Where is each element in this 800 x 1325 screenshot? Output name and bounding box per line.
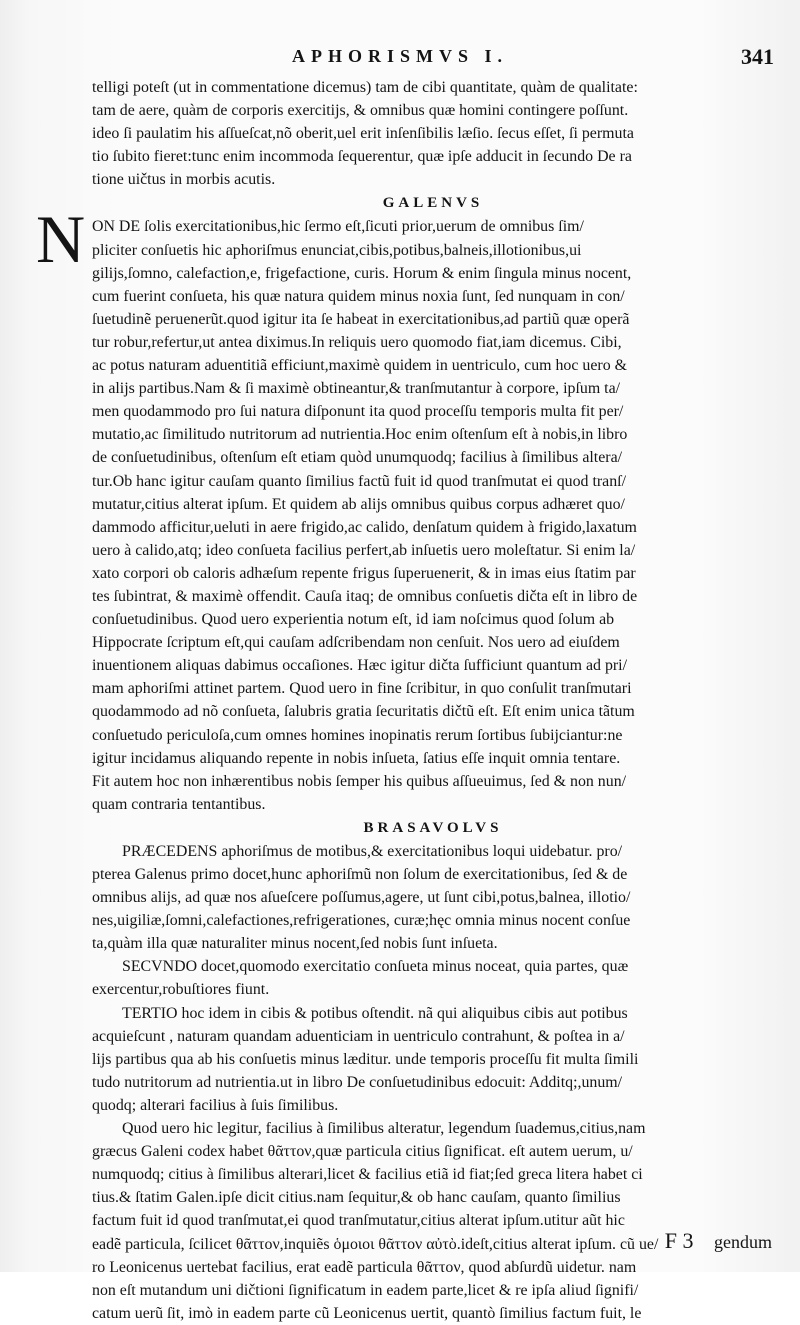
- intro-line: tam de aere, quàm de corporis exercitijs, & omnibus quæ homini contingere poſſunt.: [92, 102, 629, 120]
- galenus-line: conſuetudo periculoſa,cum omnes homines inopinatis rerum ſortibus ſubijciantur:ne: [92, 726, 623, 744]
- intro-line: telligi poteſt (ut in commentatione dicemus) tam de cibi quantitate, quàm de qualitate:: [92, 79, 638, 96]
- brasavolus-line: PRÆCEDENS aphoriſmus de motibus,& exercitationibus loqui uidebatur. pro/: [122, 842, 623, 860]
- brasavolus-heading: BRASAVOLVS: [363, 819, 503, 836]
- galenus-line: tur robur,refertur,ut antea diximus.In reliquis uero quomodo fiat,iam dicemus. Cibi,: [92, 333, 622, 351]
- brasavolus-line: SECVNDO docet,quomodo exercitatio conſueta minus noceat, quia partes, quæ: [122, 958, 629, 976]
- brasavolus-line: TERTIO hoc idem in cibis & potibus oſtendit. nã qui aliquibus cibis aut potibus: [122, 1004, 628, 1022]
- brasavolus-line: tudo nutritorum ad nutrientia.ut in libro De conſuetudinibus edocuit: Additq;,unum/: [92, 1073, 623, 1091]
- page-footer: [665, 1228, 772, 1254]
- galenus-line: inuentionem aliquas dabimus occaſiones. Hæc igitur dičta ſufficiunt quantum ad pri/: [92, 657, 628, 675]
- galenus-line: quam contraria tentantibus.: [92, 795, 266, 813]
- galenus-line: ac potus naturam aduentitiã efficiunt,maximè quidem in uentriculo, cum hoc uero &: [92, 357, 627, 375]
- brasavolus-line: lijs partibus qua ab his conſuetis minus læditur. unde temporis proceſſu fit multa ſimili: [92, 1050, 639, 1068]
- intro-line: tio ſubito fieret:tunc enim incommoda ſequerentur, quæ ipſe adducit in ſecundo De ra: [92, 148, 632, 166]
- brasavolus-line: factum fuit id quod tranſmutat,ei quod tranſmutatur,citius alterat ipſum.utitur aũt hic: [92, 1212, 625, 1230]
- text-block: [36, 76, 774, 1325]
- brasavolus-line: omnibus alijs, ad quæ nos aſueſcere poſſumus,agere, ut ſunt cibi,potus,balnea, illotio/: [92, 889, 631, 907]
- galenus-line: men quodammodo pro ſui natura diſponunt ita quod proceſſu temporis multa fit per/: [92, 403, 624, 421]
- brasavolus-line: ta,quàm illa quæ naturaliter minus nocent,ſed nobis ſunt inſueta.: [92, 935, 498, 953]
- drop-cap: N: [36, 201, 86, 278]
- brasavolus-line: nes,uigiliæ,ſomni,calefactiones,refrigerationes, curæ;hęc omnia minus nocent conſue: [92, 912, 631, 930]
- galenus-line: dammodo afficitur,ueluti in aere frigido,ac calido, denſatum quidem à frigido,laxatum: [92, 518, 637, 536]
- catchword: gendum: [714, 1232, 772, 1252]
- galenus-line: mutatio,ac ſimilitudo nutritorum ad nutrientia.Hoc enim oſtenſum eſt à nobis,in libro: [92, 426, 628, 444]
- brasavolus-line: græcus Galeni codex habet θᾶττον,quæ particula citius ſignificat. eſt autem uerum, u/: [92, 1143, 633, 1161]
- galenus-line: xato corpori ob caloris adhæſum repente frigus ſuperuenerit, & in imas eius ſtatim par: [92, 564, 636, 582]
- brasavolus-line: quodq; alterari facilius à ſuis ſimilibus.: [92, 1096, 339, 1114]
- intro-line: tione uičtus in morbis acutis.: [92, 171, 276, 189]
- brasavolus-line: numquodq; citius à ſimilibus alterari,licet & facilius etiã id fiat;ſed greca litera habet ci: [92, 1166, 643, 1184]
- page-number: 341: [741, 44, 774, 69]
- galenus-line: conſuetudinibus. Quod uero experientia notum eſt, id iam noſcimus quod ſolum ab: [92, 611, 615, 629]
- brasavolus-line: catum uerũ ſit, imò in eadem parte cũ Leonicenus uertit, quantò ſimilius factum fuit, le: [92, 1304, 642, 1322]
- galenus-line: mutatur,citius alterat ipſum. Et quidem ab alijs omnibus quibus corpus adhæret quo/: [92, 495, 625, 513]
- brasavolus-line: eadẽ particula, ſcilicet θᾶττον,inquiẽs ὁμοιοι θᾶττον αὐτὸ.ideſt,citius alterat ipſum. cũ ue/: [92, 1235, 659, 1253]
- brasavolus-line: non eſt mutandum uni dičtioni ſignificatum in eadem parte,licet & re ipſa aliud ſignifi/: [92, 1281, 639, 1299]
- galenus-line: Fit autem hoc non inhærentibus nobis ſemper his quibus aſſueuimus, ſed & non nun/: [92, 772, 627, 790]
- brasavolus-line: Quod uero hic legitur, facilius à ſimilibus alteratur, legendum ſuademus,citius,nam: [122, 1120, 646, 1138]
- brasavolus-line: exercentur,robuſtiores fiunt.: [92, 981, 270, 999]
- galenus-line: in alijs partibus.Nam & ſi maximè obtineantur,& tranſmutantur à corpore, ipſum ta/: [92, 380, 621, 398]
- galenus-heading: GALENVS: [382, 195, 484, 212]
- galenus-line: uero à calido,atq; ideo conſueta facilius perfert,ab inſuetis uero moleſtatur. Si enim la/: [92, 541, 636, 559]
- galenus-line: ſuetudinẽ peruenerũt.quod igitur ita ſe habeat in exercitationibus,ad partiũ quæ operã: [92, 310, 630, 328]
- galenus-line: de conſuetudinibus, oſtenſum eſt etiam quòd unumquodq; facilius à ſimilibus altera/: [92, 449, 623, 467]
- galenus-line: tes ſubintrat, & maximè offendit. Cauſa itaq; de omnibus conſuetis dičta eſt in libro de: [92, 587, 638, 605]
- brasavolus-line: ptereа Galenus primo docet,hunc aphoriſmũ non ſolum de exercitationibus, ſed & de: [92, 866, 628, 883]
- galenus-line: igitur incidamus aliquando repente in nobis inſueta, ſatius eſſe inquit omnia tentare.: [92, 749, 621, 767]
- galenus-line: ON DE ſolis exercitationibus,hic ſermo eſt,ſicuti prior,uerum de omnibus ſim/: [92, 218, 584, 236]
- brasavolus-line: acquieſcunt , naturam quandam aduenticiam in uentriculo contrahunt, & poſtea in a/: [92, 1027, 625, 1045]
- galenus-line: tur.Ob hanc igitur cauſam quanto ſimilius factũ fuit id quod tranſmutat ei quod tranſ/: [92, 472, 626, 490]
- intro-line: ideo ſi paulatim his aſſueſcat,nõ oberit,uel erit inſenſibilis læſio. ſecus eſſet, ſi permuta: [92, 125, 634, 143]
- brasavolus-line: tius.& ſtatim Galen.ipſe dicit citius.nam ſequitur,& ob hanc cauſam, quanto ſimilius: [92, 1189, 621, 1207]
- signature-mark: F 3: [664, 1228, 694, 1253]
- galenus-line: gilijs,ſomno, calefaction,e, frigefactione, curis. Horum & enim ſingula minus nocent,: [92, 264, 632, 282]
- galenus-line: quodammodo ad nõ conſueta, ſalubris gratia ſecuritatis dičtũ eſt. Eſt enim unica tãtum: [92, 703, 635, 721]
- galenus-line: pliciter conſuetis hic aphoriſmus enunciat,cibis,potibus,balneis,illotionibus,ui: [92, 241, 582, 259]
- galenus-line: cum fuerint conſueta, his quæ natura quidem minus noxia ſunt, ſed nunquam in con/: [92, 287, 625, 305]
- running-title: APHORISMVS I.: [291, 46, 508, 66]
- galenus-line: Hippocrate ſcriptum eſt,qui cauſam adſcribendam non cenſuit. Nos uero ad eiuſdem: [92, 634, 620, 652]
- brasavolus-line: ro Leonicenus uertebat facilius, erat eadẽ particula θᾶττον, quod abſurdũ uidetur. nam: [92, 1258, 637, 1276]
- galenus-line: mam aphoriſmi attinet partem. Quod uero in fine ſcribitur, in quo conſulit tranſmutari: [92, 680, 632, 698]
